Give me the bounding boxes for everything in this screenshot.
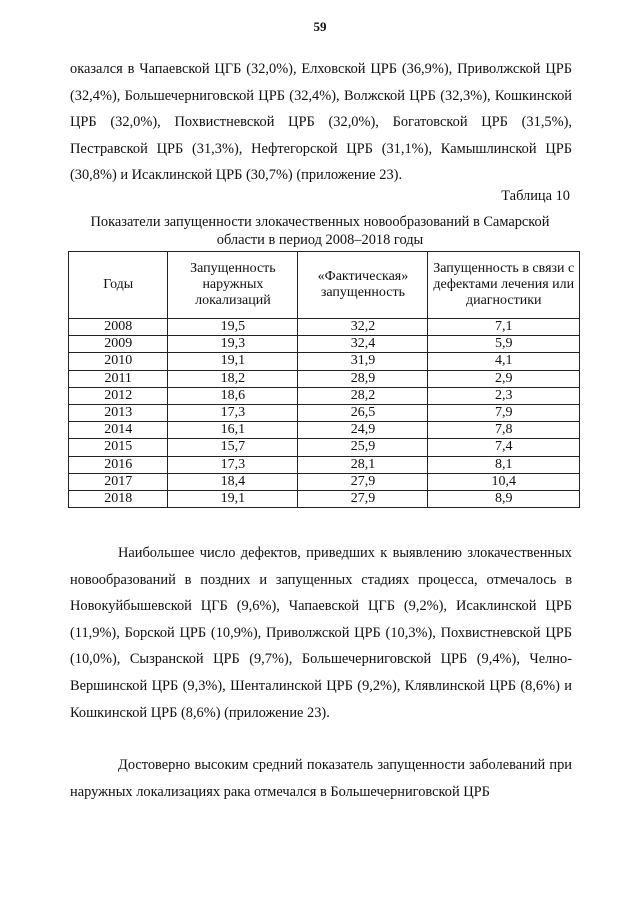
cell-year: 2016: [69, 456, 168, 473]
cell-external: 19,1: [168, 490, 298, 507]
cell-external: 18,6: [168, 387, 298, 404]
cell-year: 2014: [69, 422, 168, 439]
cell-actual: 31,9: [298, 353, 428, 370]
cell-actual: 26,5: [298, 404, 428, 421]
cell-year: 2017: [69, 473, 168, 490]
cell-external: 17,3: [168, 404, 298, 421]
cell-defects: 10,4: [428, 473, 580, 490]
cell-year: 2011: [69, 370, 168, 387]
table-row: [69, 370, 580, 387]
cell-external: 16,1: [168, 422, 298, 439]
cell-defects: 8,1: [428, 456, 580, 473]
table-title: Показатели запущенности злокачественных новообразований в Самарской области в период 2008–2018 годы: [90, 214, 550, 248]
cell-defects: 7,1: [428, 319, 580, 336]
header-years: Годы: [69, 252, 168, 319]
cell-actual: 24,9: [298, 422, 428, 439]
cell-year: 2010: [69, 353, 168, 370]
cell-defects: 2,3: [428, 387, 580, 404]
cell-defects: 7,4: [428, 439, 580, 456]
table-body: [69, 319, 580, 508]
cell-actual: 28,1: [298, 456, 428, 473]
table-row: [69, 319, 580, 336]
cell-actual: 28,9: [298, 370, 428, 387]
cell-year: 2013: [69, 404, 168, 421]
cell-defects: 7,8: [428, 422, 580, 439]
table-row: [69, 473, 580, 490]
table-row: [69, 490, 580, 507]
paragraph-2: Наибольшее число дефектов, приведших к выявлению злокачественных новообразований в поздних и запущенных стадиях процесса, отмечалось в Новокуйбышевской ЦГБ (9,6%), Чапаевской ЦГБ (9,2%), Исаклинской ЦРБ (11,9%), Борской ЦРБ (10,9%), Приволжской ЦРБ (10,3%), Похвистневской ЦРБ (10,0%), Сызранской ЦРБ (9,7%), Большечерниговской ЦРБ (9,4%), Челно-Вершинской ЦРБ (9,3%), Шенталинской ЦРБ (9,2%), Клявлинской ЦРБ (8,6%) и Кошкинской ЦРБ (8,6%) (приложение 23).: [70, 545, 572, 721]
cell-external: 19,5: [168, 319, 298, 336]
cell-actual: 27,9: [298, 490, 428, 507]
cell-defects: 7,9: [428, 404, 580, 421]
cell-actual: 28,2: [298, 387, 428, 404]
cell-year: 2012: [69, 387, 168, 404]
header-treatment-defects: Запущенность в связи с дефектами лечения или диагностики: [428, 252, 580, 319]
table-row: [69, 387, 580, 404]
table-row: [69, 422, 580, 439]
header-external-localizations: Запущенность наружных локализаций: [168, 252, 298, 319]
paragraph-3: Достоверно высоким средний показатель запущенности заболеваний при наружных локализациях рака отмечался в Большечерниговской ЦРБ: [70, 757, 572, 800]
cell-external: 18,2: [168, 370, 298, 387]
neglect-indicators-table: [68, 251, 580, 508]
cell-year: 2009: [69, 336, 168, 353]
cell-external: 15,7: [168, 439, 298, 456]
table-row: [69, 439, 580, 456]
cell-actual: 32,2: [298, 319, 428, 336]
table-header-row: [69, 252, 580, 319]
cell-external: 19,1: [168, 353, 298, 370]
cell-actual: 32,4: [298, 336, 428, 353]
cell-actual: 27,9: [298, 473, 428, 490]
cell-defects: 4,1: [428, 353, 580, 370]
paragraph-1: оказался в Чапаевской ЦГБ (32,0%), Елховской ЦРБ (36,9%), Приволжской ЦРБ (32,4%), Большечерниговской ЦРБ (32,4%), Волжской ЦРБ (32,3%), Кошкинской ЦРБ (32,0%), Похвистневской ЦРБ (32,0%), Богатовской ЦРБ (31,5%), Пестравской ЦРБ (31,3%), Нефтегорской ЦРБ (31,1%), Камышлинской ЦРБ (30,8%) и Исаклинской ЦРБ (30,7%) (приложение 23).: [70, 61, 572, 184]
header-actual-neglect: «Фактическая» запущенность: [298, 252, 428, 319]
cell-year: 2018: [69, 490, 168, 507]
table-row: [69, 404, 580, 421]
cell-defects: 5,9: [428, 336, 580, 353]
cell-actual: 25,9: [298, 439, 428, 456]
cell-year: 2015: [69, 439, 168, 456]
table-caption: Таблица 10: [501, 188, 570, 204]
table-row: [69, 456, 580, 473]
cell-defects: 8,9: [428, 490, 580, 507]
cell-year: 2008: [69, 319, 168, 336]
page-number: 59: [313, 19, 327, 34]
cell-external: 18,4: [168, 473, 298, 490]
table-row: [69, 336, 580, 353]
cell-external: 19,3: [168, 336, 298, 353]
cell-external: 17,3: [168, 456, 298, 473]
table-row: [69, 353, 580, 370]
cell-defects: 2,9: [428, 370, 580, 387]
